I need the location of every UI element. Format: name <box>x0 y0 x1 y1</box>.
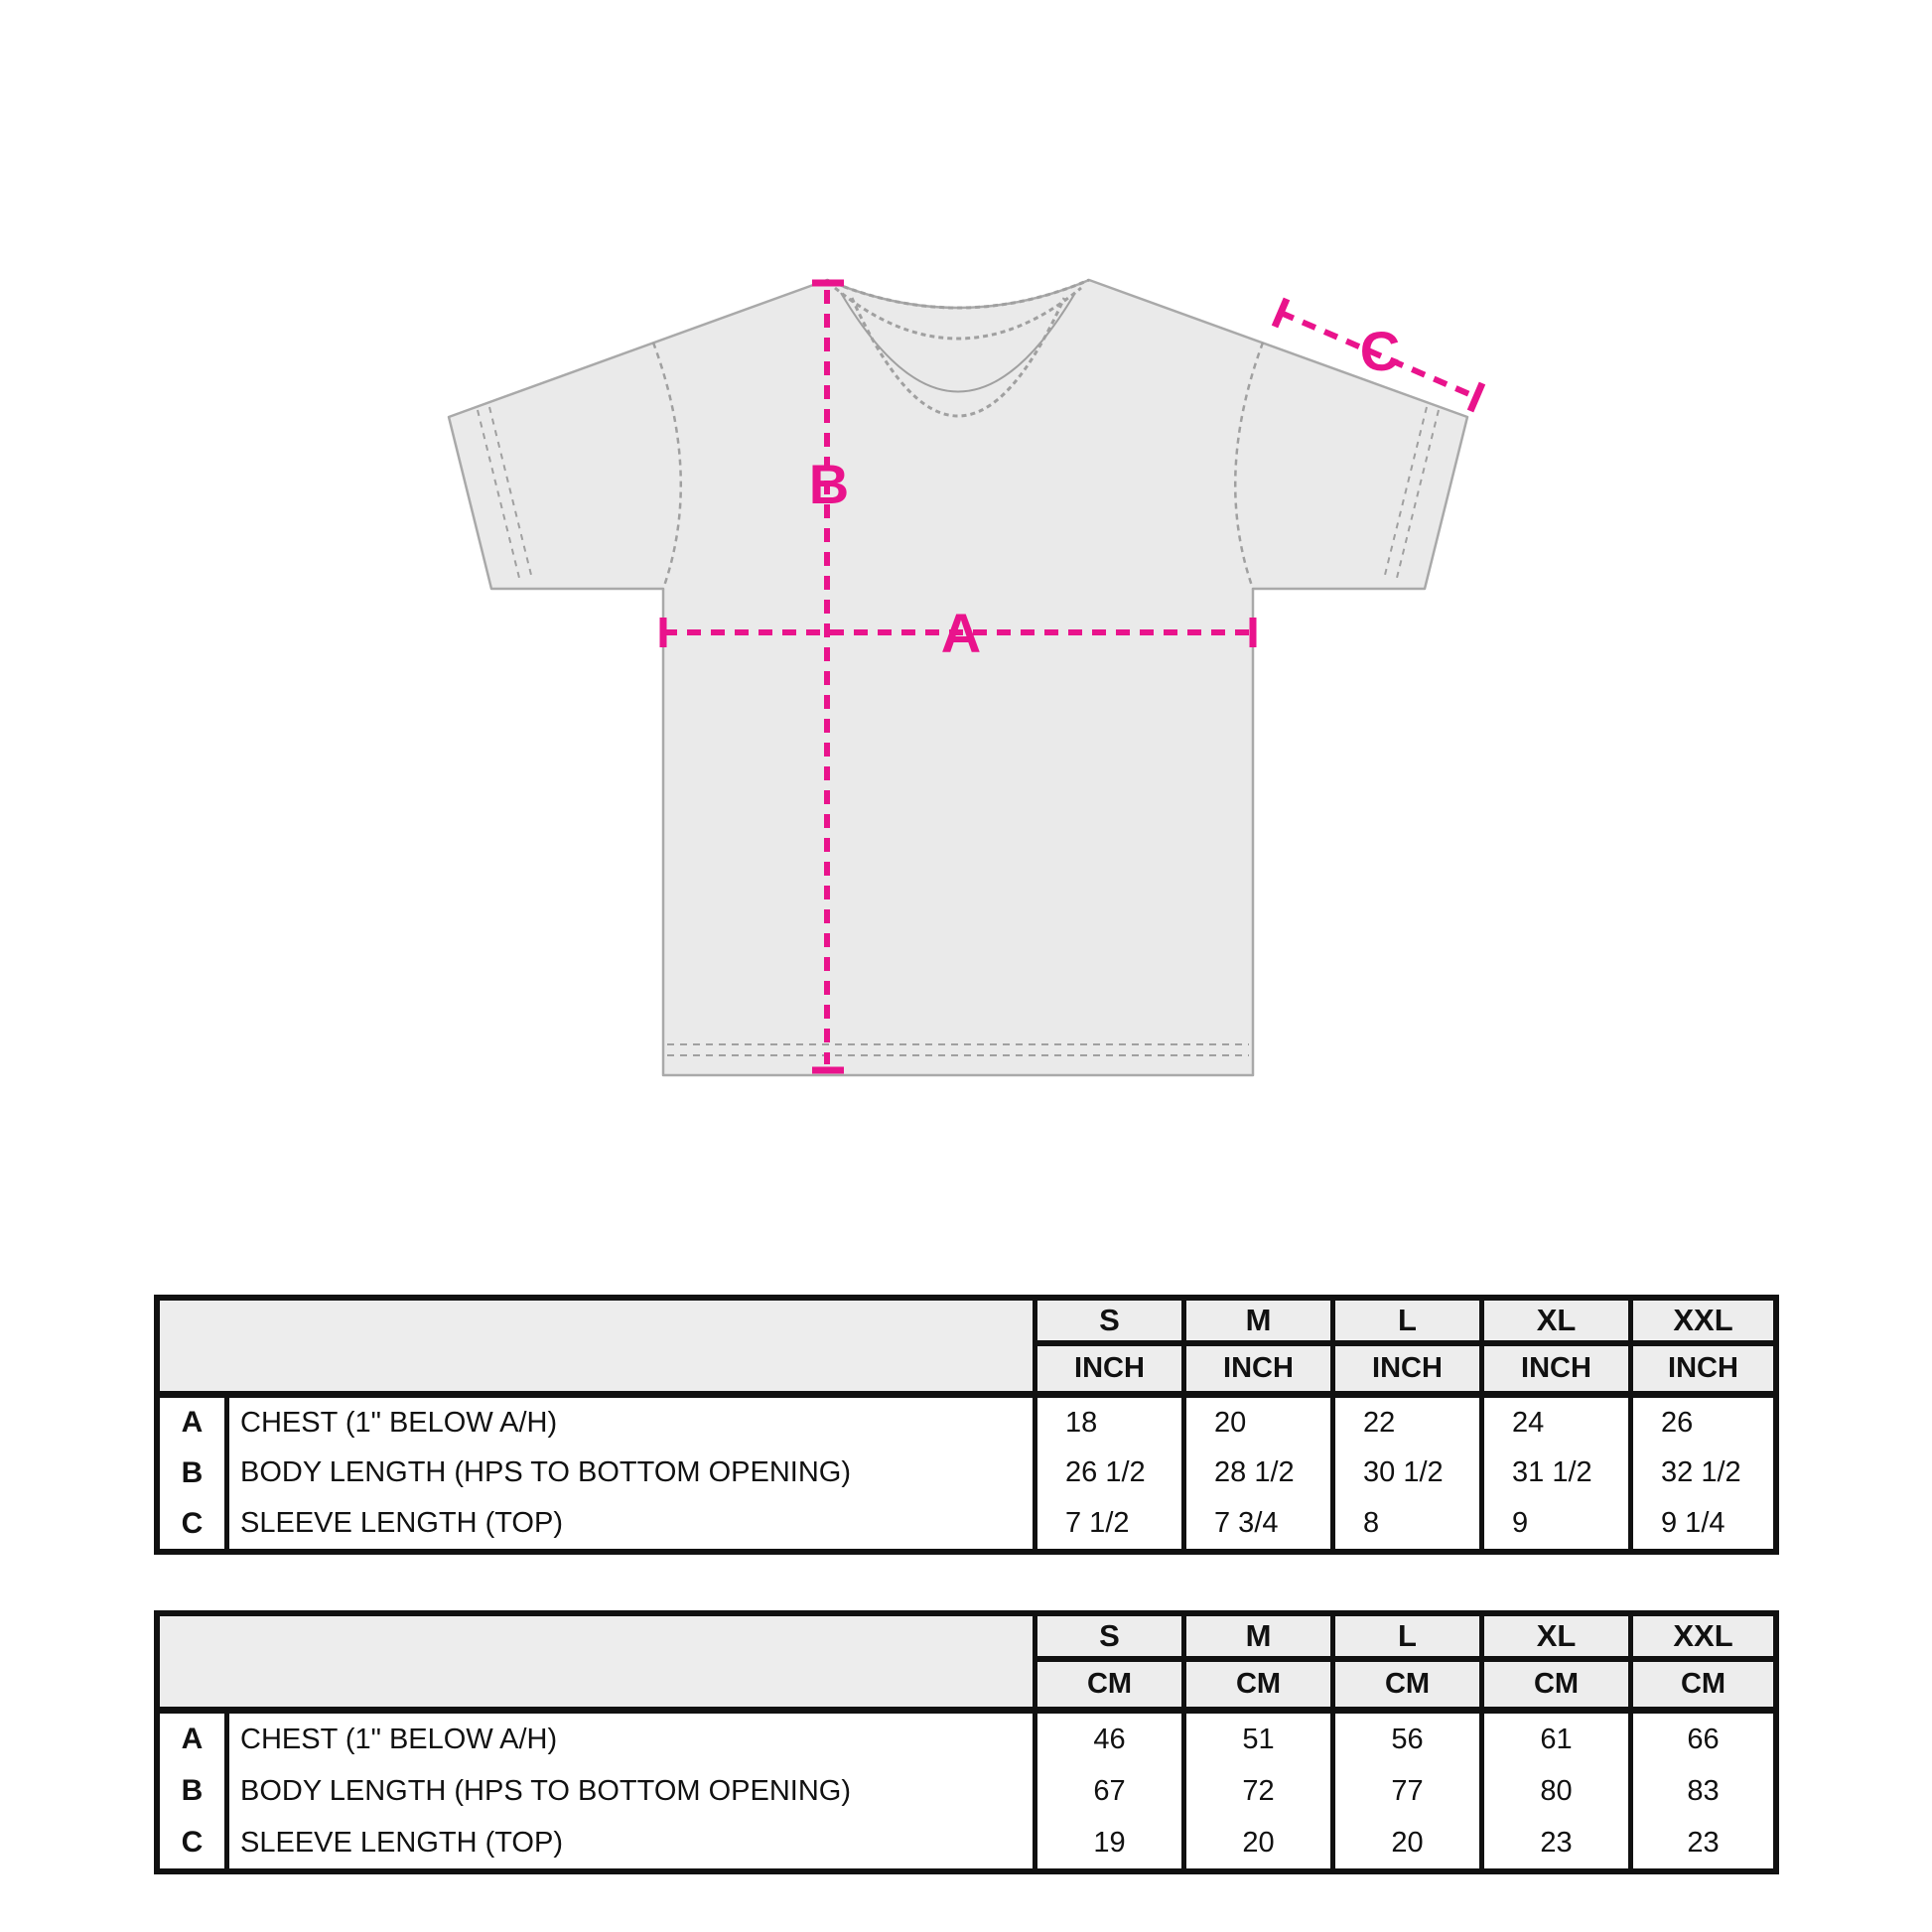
value-cell: 66 <box>1628 1714 1773 1765</box>
row-letter: C <box>181 1826 204 1859</box>
size-col-header: M <box>1181 1301 1330 1346</box>
size-col-header: L <box>1330 1616 1479 1662</box>
value-cell: 83 <box>1628 1765 1773 1817</box>
measure-label-chest: A <box>940 602 982 664</box>
row-letter: A <box>181 1723 204 1755</box>
value-cell: 7 3/4 <box>1181 1498 1330 1549</box>
value-cell: 51 <box>1181 1714 1330 1765</box>
header-corner-cell <box>160 1616 1033 1707</box>
value-cell: 23 <box>1628 1817 1773 1868</box>
value-cell: 20 <box>1330 1817 1479 1868</box>
unit-header: CM <box>1479 1662 1628 1708</box>
row-label: SLEEVE LENGTH (TOP) <box>224 1817 1033 1868</box>
unit-header: INCH <box>1181 1346 1330 1392</box>
size-col-header: XXL <box>1628 1616 1773 1662</box>
size-col-header: M <box>1181 1616 1330 1662</box>
value-cell: 28 1/2 <box>1181 1449 1330 1499</box>
row-label: CHEST (1" BELOW A/H) <box>224 1398 1033 1449</box>
unit-header: CM <box>1033 1662 1181 1708</box>
row-letter: A <box>181 1406 204 1440</box>
value-cell: 80 <box>1479 1765 1628 1817</box>
size-table-cm <box>154 1610 1779 1874</box>
unit-header: CM <box>1330 1662 1479 1708</box>
value-cell: 20 <box>1181 1817 1330 1868</box>
value-cell: 30 1/2 <box>1330 1449 1479 1499</box>
row-letter: C <box>181 1506 204 1540</box>
value-cell: 24 <box>1479 1398 1628 1449</box>
value-cell: 61 <box>1479 1714 1628 1765</box>
row-label: SLEEVE LENGTH (TOP) <box>224 1498 1033 1549</box>
table-cm-header <box>160 1616 1773 1714</box>
table-inch-body <box>160 1398 1773 1549</box>
unit-header: INCH <box>1330 1346 1479 1392</box>
unit-header: INCH <box>1033 1346 1181 1392</box>
value-cell: 67 <box>1033 1765 1181 1817</box>
measure-label-sleeve: C <box>1359 320 1401 382</box>
value-cell: 46 <box>1033 1714 1181 1765</box>
value-cell: 26 <box>1628 1398 1773 1449</box>
measure-label-body-length: B <box>808 453 850 515</box>
table-cm-body <box>160 1714 1773 1868</box>
size-col-header: S <box>1033 1301 1181 1346</box>
row-letter: B <box>181 1774 204 1807</box>
row-letter: B <box>181 1455 204 1489</box>
value-cell: 18 <box>1033 1398 1181 1449</box>
value-cell: 23 <box>1479 1817 1628 1868</box>
size-col-header: XXL <box>1628 1301 1773 1346</box>
value-cell: 77 <box>1330 1765 1479 1817</box>
value-cell: 19 <box>1033 1817 1181 1868</box>
value-cell: 26 1/2 <box>1033 1449 1181 1499</box>
unit-header: INCH <box>1479 1346 1628 1392</box>
size-table-inch <box>154 1295 1779 1555</box>
value-cell: 72 <box>1181 1765 1330 1817</box>
tshirt-outline <box>449 280 1467 1075</box>
value-cell: 32 1/2 <box>1628 1449 1773 1499</box>
value-cell: 9 <box>1479 1498 1628 1549</box>
value-cell: 7 1/2 <box>1033 1498 1181 1549</box>
row-label: BODY LENGTH (HPS TO BOTTOM OPENING) <box>224 1449 1033 1499</box>
table-inch-header <box>160 1301 1773 1398</box>
unit-header: CM <box>1181 1662 1330 1708</box>
row-label: CHEST (1" BELOW A/H) <box>224 1714 1033 1765</box>
row-label: BODY LENGTH (HPS TO BOTTOM OPENING) <box>224 1765 1033 1817</box>
value-cell: 56 <box>1330 1714 1479 1765</box>
size-col-header: L <box>1330 1301 1479 1346</box>
header-corner-cell <box>160 1301 1033 1391</box>
value-cell: 9 1/4 <box>1628 1498 1773 1549</box>
value-cell: 31 1/2 <box>1479 1449 1628 1499</box>
size-col-header: XL <box>1479 1301 1628 1346</box>
size-col-header: S <box>1033 1616 1181 1662</box>
value-cell: 8 <box>1330 1498 1479 1549</box>
value-cell: 20 <box>1181 1398 1330 1449</box>
unit-header: CM <box>1628 1662 1773 1708</box>
value-cell: 22 <box>1330 1398 1479 1449</box>
unit-header: INCH <box>1628 1346 1773 1392</box>
size-col-header: XL <box>1479 1616 1628 1662</box>
